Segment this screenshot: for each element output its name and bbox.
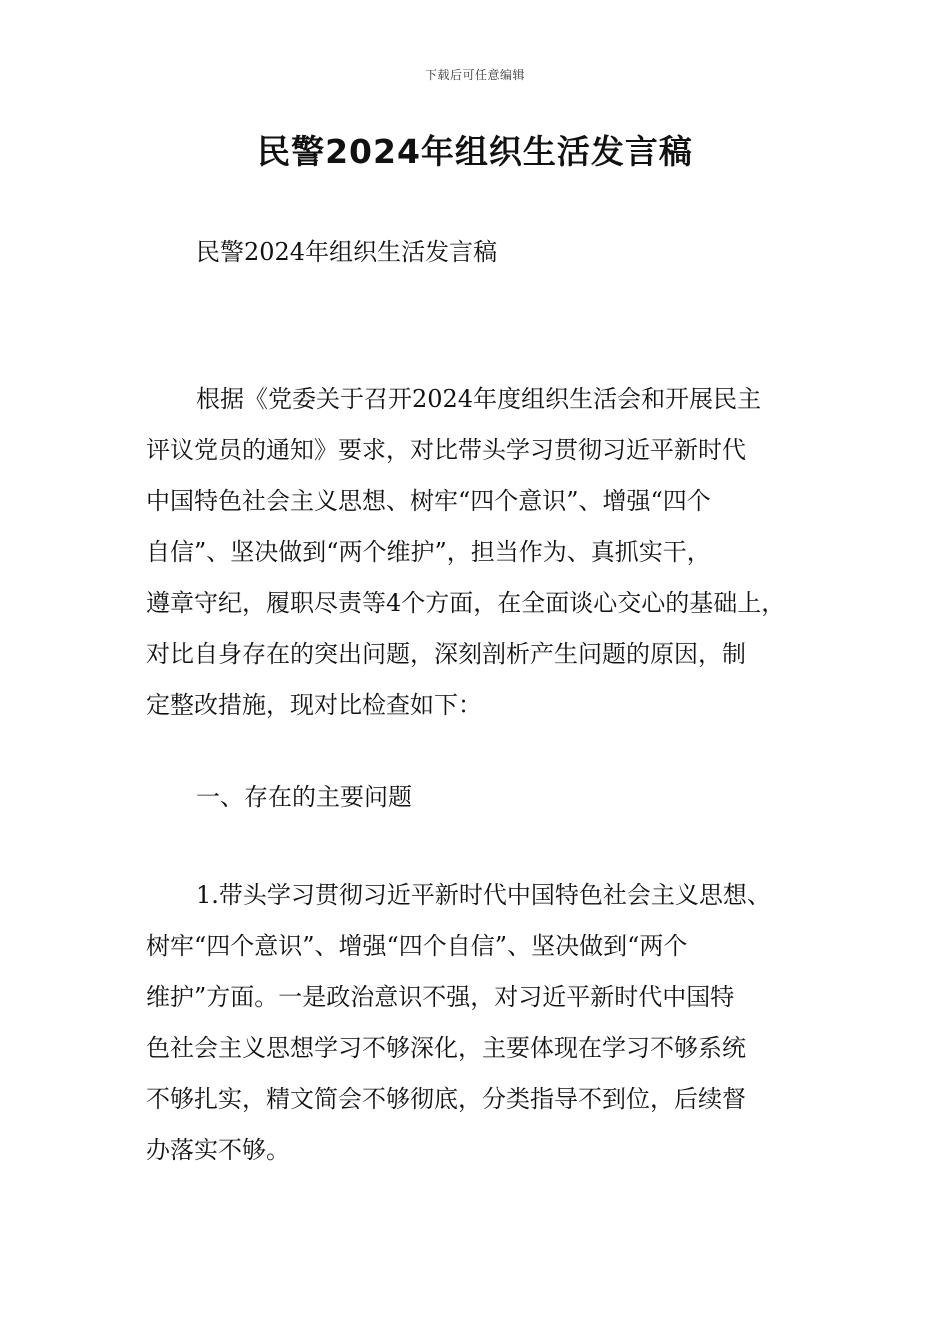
paragraph-line: 定整改措施，现对比检查如下： [146, 691, 482, 719]
paragraph-line: 遵章守纪，履职尽责等4个方面，在全面谈心交心的基础上， [146, 589, 786, 617]
paragraph-line: 对比自身存在的突出问题，深刻剖析产生问题的原因，制 [146, 640, 746, 668]
paragraph-line: 树牢“四个意识”、增强“四个自信”、坚决做到“两个 [146, 932, 688, 960]
paragraph-line: 自信”、坚决做到“两个维护”，担当作为、真抓实干， [146, 538, 711, 566]
section-heading-text: 一、存在的主要问题 [196, 783, 412, 811]
paragraph-line: 色社会主义思想学习不够深化，主要体现在学习不够系统 [146, 1034, 746, 1062]
document-title: 民警2024年组织生活发言稿 [257, 132, 693, 171]
document-subtitle: 民警2024年组织生活发言稿 [196, 238, 498, 266]
header-note: 下载后可任意编辑 [424, 68, 525, 82]
paragraph-line: 维护”方面。一是政治意识不强，对习近平新时代中国特 [146, 983, 735, 1011]
item-1-paragraph [146, 870, 836, 1176]
paragraph-line: 办落实不够。 [146, 1136, 290, 1164]
paragraph-line: 评议党员的通知》要求，对比带头学习贯彻习近平新时代 [146, 436, 746, 464]
paragraph-line: 中国特色社会主义思想、树牢“四个意识”、增强“四个 [146, 487, 711, 515]
paragraph-line: 不够扎实，精文简会不够彻底，分类指导不到位，后续督 [146, 1085, 746, 1113]
intro-paragraph [146, 374, 836, 731]
section-heading [146, 772, 836, 823]
paragraph-line: 1.带头学习贯彻习近平新时代中国特色社会主义思想、 [196, 881, 771, 909]
paragraph-line: 根据《党委关于召开2024年度组织生活会和开展民主 [196, 385, 762, 413]
